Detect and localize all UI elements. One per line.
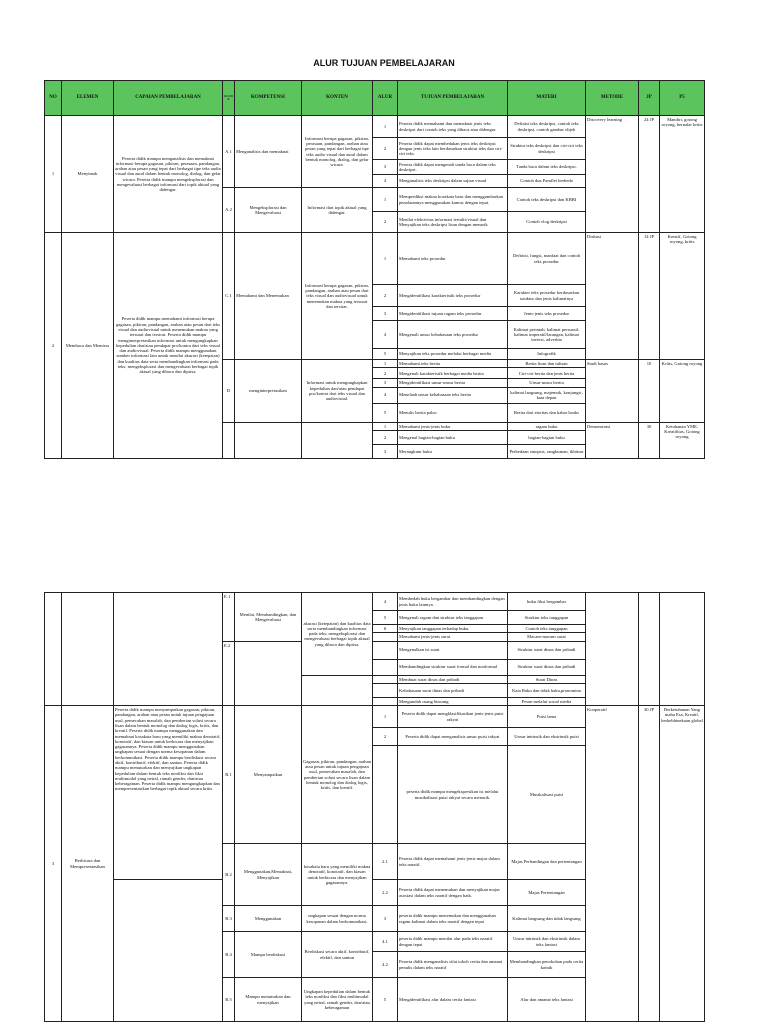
header-jp: JP — [639, 81, 660, 116]
row-kode: A.2 — [223, 188, 235, 233]
row-alur: 5 — [373, 349, 398, 360]
row-konten: Informasi untuk mengungkapkan kepedulian dan/atau pendapat pro/kontra dari teks visual dan audiovisual. — [302, 360, 373, 423]
row-materi: Tanda baca dalam teks deskripsi. — [508, 160, 586, 175]
row-materi: Karakter teks prosedur berdasarkan struktur dan jenis kalimatnya — [508, 285, 586, 307]
row-metode: Discovery learning — [586, 116, 639, 233]
row-alur: 4.1 — [373, 932, 398, 952]
row-metode: Studi kasus — [586, 360, 639, 423]
page-title: ALUR TUJUAN PEMBELAJARAN — [313, 58, 455, 68]
header-kode: K O D E — [223, 81, 235, 116]
row-materi: buku fiksi bergambar — [508, 593, 586, 611]
row-alur — [373, 697, 398, 705]
row-alur: 2 — [373, 430, 398, 444]
row-konten: Informasi berupa gagasan, pikiran, perasaan, pandangan, arahan atau pesan yang tepat dari berbagai tipe teks audio visual dan aural dalam bentuk monolog, dialog, dan gelar wicara. — [302, 116, 373, 188]
row-tujuan: Mengenali unsur kebahasaan teks prosedur — [398, 321, 508, 349]
row-materi: Alur dan amanat teks fantasi — [508, 978, 586, 1022]
row-alur — [373, 659, 398, 675]
row-alur: 2 — [373, 368, 398, 379]
row-materi: Perbedaan sinopsis, rangkuman, ikhtisar — [508, 444, 586, 458]
row-elemen — [62, 593, 114, 706]
row-no: 3 — [45, 706, 62, 1022]
row-kompetensi: Menyampaikan — [235, 706, 302, 844]
row-materi: Struktur teks tanggapan — [508, 611, 586, 625]
header-kompetensi: KOMPETENSI — [235, 81, 302, 116]
row-materi: Majas Perbandingan dan pertentangan — [508, 844, 586, 880]
row-materi: bagian-bagian buku — [508, 430, 586, 444]
row-p5: Kritis, Gotong royong — [660, 360, 705, 423]
row-p5: Berketuhanan Yang maha Esa, Kreatif, berkebhinekaan global — [660, 706, 705, 1022]
row-tujuan: Merangkum buku — [398, 444, 508, 458]
header-materi: MATERI — [508, 81, 586, 116]
row-kompetensi: Memahami dan Menemukan — [235, 233, 302, 360]
row-tujuan: Peserta didik dapat memahami jenis-jenis majas dalam teks naratif. — [398, 844, 508, 880]
row-p5: Mandiri, gotong royong, bernalar kritis — [660, 116, 705, 233]
row-cp-empty — [114, 880, 223, 1022]
row-konten: ungkapan sesuai dengan norma kesopanan dalam berkomunikasi. — [302, 906, 373, 932]
row-tujuan: Memahami jenis-jenis surat — [398, 633, 508, 641]
row-materi: Contoh dua Pamflet berbeda — [508, 175, 586, 188]
row-tujuan: Mengunduh ruang bincang — [398, 697, 508, 705]
row-kompetensi: Menganalisis dan memaknai — [235, 116, 302, 188]
header-row — [45, 81, 705, 116]
row-kode: E.1 — [223, 593, 235, 642]
header-metode: METODE — [586, 81, 639, 116]
row-materi: Kalimat langsung dan tidak langsung — [508, 906, 586, 932]
row-cp: Peserta didik mampu menyampaikan gagasan, pikiran, pandangan, arahan atau pesan untuk tujuan pengajuan usul, pemecahan masalah, dan pemberian solusi secara lisan dalam bentuk monolog dan dialog logis, kritis, dan kreatif. Peserta didik mampu menggunakan dan memaknai kosakata baru yang memiliki makna denotatif, konotatif, dan kiasan untuk berbicara dan menyajikan gagasannya. Peserta didik mampu menggunakan ungkapan sesuai dengan norma kesopanan dalam berkomunikasi. Peserta didik mampu berdiskusi secara aktif, kontributif, efektif, dan santun. Peserta didik mampu menuturkan dan menyajikan ungkapan kepedulian dalam bentuk teks nonfiksi dan fiksi multimodal yang netral, ramah gender, dan/atau keberagaman. Peserta didik mampu mengungkapkan dan mempresentasikan berbagai topik aktual secara kritis — [114, 706, 223, 880]
row-tujuan: Mengidentifikasi tujuan ragam teks prosedur — [398, 307, 508, 321]
row-materi: Berita dari etoritas dan kabar hoaks — [508, 403, 586, 422]
row-alur: 4 — [373, 387, 398, 403]
row-tujuan: Peserta didik dapat menemukan dan menyajikan majas asosiasi dalam teks naratif dengan baik. — [398, 880, 508, 906]
row-tujuan: Memahami teks berita — [398, 360, 508, 368]
row-tujuan: peserta didik mampu mengekspresikan isi melalui musikalisasi puisi rakyat secara menarik. — [398, 746, 508, 844]
row-alur: 1 — [373, 706, 398, 728]
row-tujuan: Membedah buku bergambar dan membandingkan dengan jenis buku lainnya. — [398, 593, 508, 611]
row-alur: 2 — [373, 212, 398, 233]
row-tujuan: Membandingkan struktur surat formal dan nonformal — [398, 659, 508, 675]
row-tujuan: Menganalisis teks deskripsi dalam sajian visual — [398, 175, 508, 188]
table-row — [45, 706, 705, 728]
row-alur — [373, 675, 398, 683]
row-tujuan: Peserta didik memahami dan memaknai jenis teks deskripsi dari contoh teks yang dibaca atau didengar. — [398, 116, 508, 138]
row-kompetensi: Menggunakan — [235, 906, 302, 932]
row-kompetensi: Menilai, Membandingkan, dan Mengevaluasi — [235, 593, 302, 642]
row-alur: 3 — [373, 160, 398, 175]
row-konten: Informasi dari topik aktual yang didengar. — [302, 188, 373, 233]
row-alur: 3 — [373, 307, 398, 321]
row-no: 1 — [45, 116, 62, 233]
row-elemen: Berbicara dan Mempresentasikan — [62, 706, 114, 1022]
header-konten: KONTEN — [302, 81, 373, 116]
row-materi: Unsur-unsur berita — [508, 379, 586, 387]
row-alur: 4 — [373, 593, 398, 611]
row-materi: Definisi teks deskripsi, contoh teks deskripsi, contoh gambar objek — [508, 116, 586, 138]
header-elemen: ELEMEN — [62, 81, 114, 116]
row-tujuan: Mengenali karakteristik berbagai media berita — [398, 368, 508, 379]
row-kompetensi — [235, 422, 302, 458]
row-kompetensi: menginterpretasikan — [235, 360, 302, 423]
row-kode: B.2 — [223, 844, 235, 906]
row-jp — [639, 593, 660, 706]
row-alur: 4 — [373, 321, 398, 349]
row-tujuan: Peserta didik menganalisis sifat tokoh cerita dan amanat penulis dalam teks naratif — [398, 952, 508, 978]
row-materi: Struktur surat dinas dan pribadi — [508, 641, 586, 659]
row-alur: 5 — [373, 611, 398, 625]
row-materi: Unsur intrinsik dan ekstrinsik puisi — [508, 728, 586, 746]
row-no — [45, 593, 62, 706]
row-materi: Majas Pertentangan — [508, 880, 586, 906]
row-tujuan: Mengidentifikasi alur dalam cerita fantasi — [398, 978, 508, 1022]
row-metode — [586, 593, 639, 706]
row-p5: Ketuhanan YME, Kreatifitas, Gotong royong — [660, 422, 705, 458]
row-tujuan: Peserta didik dapat mengklasifikasikan jenis-jenis puisi rakyat — [398, 706, 508, 728]
row-tujuan: peserta didik mampu menemukan dan menggunakan ragam kalimat dalam teks naratif dengan tepat — [398, 906, 508, 932]
row-alur: 3 — [373, 906, 398, 932]
row-elemen: Menyimak — [62, 116, 114, 233]
row-tujuan: Mengenali ragam dan struktur teks tanggapan — [398, 611, 508, 625]
row-metode: Demonstrasi — [586, 422, 639, 458]
header-no: NO — [45, 81, 62, 116]
row-kompetensi: Menggunakan,Memaknai, Menyajikan — [235, 844, 302, 906]
row-tujuan: Memahami jenis-jenis buku — [398, 422, 508, 430]
row-materi: Struktur teks deskripsi dan ciri-ciri teks deskripsi — [508, 138, 586, 160]
row-tujuan: Menyajikan teks prosedur melalui berbagai media — [398, 349, 508, 360]
header-p5: P5 — [660, 81, 705, 116]
row-tujuan: Peserta didik dapat mengenali tanda baca dalam teks deskripsi. — [398, 160, 508, 175]
row-tujuan: peserta didik mampu menilai alur pada teks naratif dengan tepat — [398, 932, 508, 952]
row-tujuan: Peserta didik dapat menganalisis unsur puisi rakyat — [398, 728, 508, 746]
row-alur: 6 — [373, 625, 398, 633]
row-jp: 24 JP — [639, 116, 660, 233]
row-alur: 1 — [373, 188, 398, 212]
row-materi: kalimat langsung, majemuk, konjungsi, kata depan — [508, 387, 586, 403]
row-kode: B.5 — [223, 978, 235, 1022]
row-cp: Peserta didik mampu memahami informasi berupa gagasan, pikiran, pandangan, arahan atau pesan dari teks visual dan audiovisual untuk menemukan makna yang tersurat dan tersirat. Peserta didik mampu menginterpretasikan informasi untuk mengungkapkan kepedulian dan/atau pendapat pro/kontra dari teks visual dan audiovisual. Peserta didik mampu menggunakan sumber informasi lain untuk menilai akurasi (ketepatan) dan kualitas data serta membandingkan informasi pada teks; mengeksplorasi dan mengevaluasi berbagai topik aktual yang dibaca dan dipirsa. — [114, 233, 223, 459]
row-materi: Kata Baku dan tidak baku,pronomina — [508, 683, 586, 697]
row-kode: D — [223, 360, 235, 423]
row-metode: Kooperatif — [586, 706, 639, 1022]
row-alur: 2 — [373, 138, 398, 160]
row-alur: 5 — [373, 403, 398, 422]
header-alur: ALUR — [373, 81, 398, 116]
row-konten — [302, 675, 373, 706]
row-p5 — [660, 593, 705, 706]
row-materi: Contoh teks tanggapan — [508, 625, 586, 633]
row-jp: 30 JP — [639, 706, 660, 1022]
row-konten: kosakata baru yang memiliki makna denotatif, konotatif, dan kiasan untuk berbicara dan menyajikan gagasannya. — [302, 844, 373, 906]
row-alur: 4.2 — [373, 952, 398, 978]
row-kompetensi: Mengeksplorasi dan Mengevaluasi — [235, 188, 302, 233]
row-jp: 10 — [639, 360, 660, 423]
row-jp: 14 JP — [639, 233, 660, 360]
row-alur: 4 — [373, 175, 398, 188]
table-row — [45, 593, 705, 611]
row-materi: Infografik — [508, 349, 586, 360]
atp-table-page-1 — [44, 80, 705, 459]
row-materi: Surat Dinas — [508, 675, 586, 683]
atp-table-page-2 — [44, 592, 705, 1022]
row-materi: Kalimat perintah, kalimat persuasif, kalimat imperatif/larangan, kalimat inversi, adverbia — [508, 321, 586, 349]
header-tujuan: TUJUAN PEMBELAJARAN — [398, 81, 508, 116]
row-kompetensi — [235, 641, 302, 706]
row-tujuan: Mengidentifikasi unsur-unsur berita — [398, 379, 508, 387]
row-p5: Kreatif, Gotong royong, kritis — [660, 233, 705, 360]
row-cp: Peserta didik mampu menganalisis dan memaknai informasi berupa gagasan, pikiran, perasaan, pandangan, arahan atau pesan yang tepat dari berbagai tipe teks audio visual dan aural dalam bentuk monolog, dialog, dan gelar wicara. Peserta didik mampu mengeksplorasi dan mengevaluasi berbagai informasi dari topik aktual yang didengar. — [114, 116, 223, 233]
row-tujuan: Mengenalkan isi surat — [398, 641, 508, 659]
row-materi: Definisi, fungsi, manfaat dan contoh teks prosedur — [508, 233, 586, 285]
row-kode: B.4 — [223, 932, 235, 978]
row-konten: akurasi (ketepatan) dan kualitas data serta membandingkan informasi pada teks; mengeksplorasi dan mengevaluasi berbagai topik aktual yang dibaca dan dipirsa. — [302, 593, 373, 676]
row-alur: 2.2 — [373, 880, 398, 906]
row-kompetensi: Mampu menuturkan dan menyajikan — [235, 978, 302, 1022]
row-tujuan: Menulis berita palsu — [398, 403, 508, 422]
row-kode: C.1 — [223, 233, 235, 360]
row-alur: 1 — [373, 360, 398, 368]
row-materi: Berita lisan dan tulisan — [508, 360, 586, 368]
row-materi: ragam buku — [508, 422, 586, 430]
row-kode: B.1 — [223, 706, 235, 844]
row-kode: A.1 — [223, 116, 235, 188]
row-tujuan: Peserta didik dapat membedakan jenis teks deskripsi dengan jenis teks lain berdasarkan struktur teks dan ciri-ciri teks. — [398, 138, 508, 160]
header-cp: CAPAIAN PEMBELAJARAN — [114, 81, 223, 116]
row-materi: Unsur intrinsik dan ekstrinsik dalam teks fantasi — [508, 932, 586, 952]
row-tujuan: Membuat surat dinas dan pribadi — [398, 675, 508, 683]
row-alur: 1 — [373, 116, 398, 138]
row-konten: Ungkapan kepedulian dalam bentuk teks nonfiksi dan fiksi multimodal yang netral, ramah gender, dan/atau keberagaman — [302, 978, 373, 1022]
row-materi: Contoh teks deskripsi dan KBBI — [508, 188, 586, 212]
row-kode: B.3 — [223, 906, 235, 932]
row-materi: Ciri-ciri berita dan jenis berita — [508, 368, 586, 379]
row-alur: 2.1 — [373, 844, 398, 880]
row-alur — [373, 746, 398, 844]
row-tujuan: Menyajikan tanggapan terhadap buku. — [398, 625, 508, 633]
row-konten: Informasi berupa gagasan, pikiran, pandangan, arahan atau pesan dari teks visual dan audiovisual untuk menemukan makna yang tersurat dan tersirat. — [302, 233, 373, 360]
row-tujuan: Kebahasaan surat dinas dan pribadi — [398, 683, 508, 697]
row-metode: Diskusi — [586, 233, 639, 360]
row-tujuan: Mengidentifikasi karakteristik teks prosedur — [398, 285, 508, 307]
row-kompetensi: Mampu berdiskusi — [235, 932, 302, 978]
row-konten: Berdiskusi secara aktif, kontributif, efektif, dan santun — [302, 932, 373, 978]
row-alur: 3 — [373, 444, 398, 458]
row-kode — [223, 422, 235, 458]
row-materi: Contoh vlog deskripsi — [508, 212, 586, 233]
table-row — [45, 116, 705, 138]
row-alur: 1 — [373, 233, 398, 285]
row-materi: Membandingkan penokohan pada cerita komik — [508, 952, 586, 978]
row-tujuan: Mengenal bagian-bagian buku — [398, 430, 508, 444]
row-konten — [302, 422, 373, 458]
row-alur — [373, 683, 398, 697]
row-materi: Musikalisasi puisi — [508, 746, 586, 844]
row-materi: Jenis-jenis teks prosedur — [508, 307, 586, 321]
row-tujuan: Menilai efektivitas informasi tertulis/visual dan Menyajikan teks deskripsi lisan dengan menarik — [398, 212, 508, 233]
row-konten: Gagasan, pikiran, pandangan, arahan atau pesan untuk tujuan pengajuan usul, pemecahan masalah, dan pemberian solusi secara lisan dalam bentuk monolog dan dialog logis, kritis, dan kreatif. — [302, 706, 373, 844]
row-elemen: Membaca dan Memirsa — [62, 233, 114, 459]
row-cp — [114, 593, 223, 706]
row-materi: Macam-macam surat — [508, 633, 586, 641]
row-alur — [373, 633, 398, 641]
row-no: 2 — [45, 233, 62, 459]
row-alur: 3 — [373, 379, 398, 387]
row-jp: 30 — [639, 422, 660, 458]
row-materi: Puisi lama — [508, 706, 586, 728]
row-materi: Struktur surat dinas dan pribadi — [508, 659, 586, 675]
row-alur: 5 — [373, 978, 398, 1022]
row-materi: Pesan melalui sosial media — [508, 697, 586, 705]
row-tujuan: Memahami teks prosedur — [398, 233, 508, 285]
row-alur: 1 — [373, 422, 398, 430]
row-alur — [373, 641, 398, 659]
table-row — [45, 233, 705, 285]
row-alur: 2 — [373, 728, 398, 746]
row-alur: 2 — [373, 285, 398, 307]
row-tujuan: Menelaah unsur kebahasaan teks berita — [398, 387, 508, 403]
row-kode: E.2 — [223, 641, 235, 706]
row-tujuan: Memprediksi makna kosakata baru dan menggambarkan penalarannya menggunakan kamus dengan tepat. — [398, 188, 508, 212]
